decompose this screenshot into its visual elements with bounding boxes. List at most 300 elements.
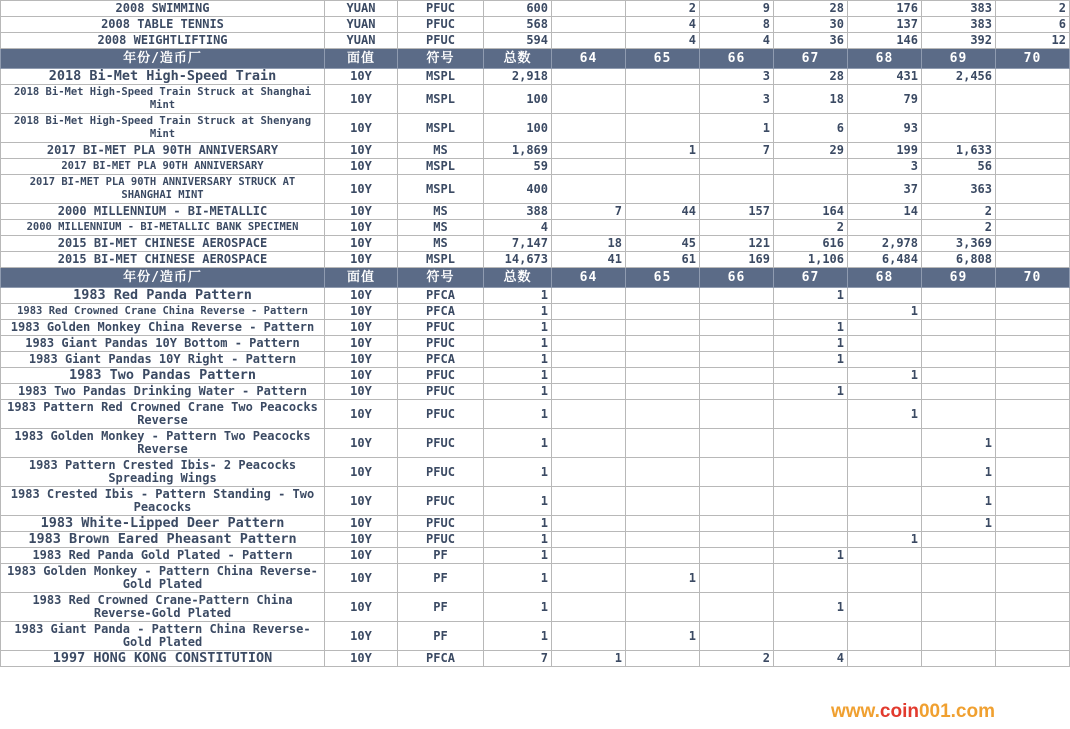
grade-count-cell [626,114,700,143]
grade-count-cell [700,487,774,516]
header-cell: 符号 [398,49,484,69]
header-cell: 66 [700,49,774,69]
grade-count-cell: 93 [848,114,922,143]
table-row [1,204,1070,220]
grade-count-cell: 61 [626,252,700,268]
grade-count-cell [848,622,922,651]
designation-cell: PFCA [398,651,484,667]
denomination-cell: 10Y [325,204,398,220]
grade-count-cell [552,429,626,458]
total-cell: 1 [484,564,552,593]
table-row [1,69,1070,85]
grade-count-cell [848,651,922,667]
grade-count-cell [996,204,1070,220]
total-cell: 1 [484,548,552,564]
grade-count-cell: 6 [996,17,1070,33]
grade-count-cell [848,384,922,400]
grade-count-cell [922,593,996,622]
grade-count-cell [774,516,848,532]
table-row [1,236,1070,252]
total-cell: 388 [484,204,552,220]
denomination-cell: 10Y [325,458,398,487]
grade-count-cell [700,368,774,384]
grade-count-cell [626,400,700,429]
total-cell: 1 [484,368,552,384]
grade-count-cell [700,548,774,564]
grade-count-cell: 2,456 [922,69,996,85]
grade-count-cell: 1 [848,400,922,429]
grade-count-cell: 18 [552,236,626,252]
grade-count-cell: 137 [848,17,922,33]
grade-count-cell: 1 [626,564,700,593]
grade-count-cell [700,458,774,487]
header-cell: 面值 [325,49,398,69]
coin-name-cell: 2008 WEIGHTLIFTING [1,33,325,49]
table-row [1,516,1070,532]
coin-name-cell: 1983 Red Crowned Crane China Reverse - Pattern [1,304,325,320]
grade-count-cell: 4 [774,651,848,667]
grade-count-cell: 1 [626,622,700,651]
grade-count-cell [700,516,774,532]
header-cell: 70 [996,268,1070,288]
grade-count-cell [700,400,774,429]
grade-count-cell [922,548,996,564]
grade-count-cell [626,159,700,175]
grade-count-cell [626,593,700,622]
grade-count-cell [996,593,1070,622]
header-cell: 64 [552,49,626,69]
designation-cell: MSPL [398,85,484,114]
grade-count-cell: 616 [774,236,848,252]
grade-count-cell: 6 [774,114,848,143]
coin-name-cell: 2018 Bi-Met High-Speed Train [1,69,325,85]
grade-count-cell [996,458,1070,487]
grade-count-cell [552,288,626,304]
header-cell: 65 [626,49,700,69]
grade-count-cell: 383 [922,17,996,33]
grade-count-cell [626,458,700,487]
grade-count-cell: 9 [700,1,774,17]
grade-count-cell: 45 [626,236,700,252]
designation-cell: MSPL [398,175,484,204]
grade-count-cell [552,487,626,516]
coin-name-cell: 2017 BI-MET PLA 90TH ANNIVERSARY [1,143,325,159]
grade-count-cell [996,352,1070,368]
table-body [1,1,1070,667]
grade-count-cell: 14 [848,204,922,220]
header-cell: 68 [848,49,922,69]
grade-count-cell [626,320,700,336]
grade-count-cell [700,593,774,622]
grade-count-cell [552,143,626,159]
designation-cell: MS [398,220,484,236]
grade-count-cell [996,548,1070,564]
grade-count-cell [700,384,774,400]
coin-name-cell: 1997 HONG KONG CONSTITUTION [1,651,325,667]
grade-count-cell [848,352,922,368]
denomination-cell: YUAN [325,17,398,33]
grade-count-cell: 1 [774,320,848,336]
designation-cell: PFUC [398,17,484,33]
denomination-cell: 10Y [325,252,398,268]
grade-count-cell: 37 [848,175,922,204]
coin-name-cell: 1983 Two Pandas Drinking Water - Pattern [1,384,325,400]
grade-count-cell: 1 [774,352,848,368]
grade-count-cell [552,320,626,336]
grade-count-cell [552,368,626,384]
designation-cell: PF [398,593,484,622]
grade-count-cell [922,336,996,352]
grade-count-cell: 1,106 [774,252,848,268]
total-cell: 1 [484,400,552,429]
grade-count-cell [996,564,1070,593]
grade-count-cell [848,336,922,352]
grade-count-cell [996,236,1070,252]
coin-name-cell: 1983 Two Pandas Pattern [1,368,325,384]
grade-count-cell [626,220,700,236]
total-cell: 100 [484,85,552,114]
coin-name-cell: 1983 Golden Monkey - Pattern Two Peacocks Reverse [1,429,325,458]
designation-cell: PF [398,622,484,651]
denomination-cell: 10Y [325,85,398,114]
table-row [1,487,1070,516]
grade-count-cell [700,336,774,352]
table-row [1,33,1070,49]
table-row [1,458,1070,487]
total-cell: 594 [484,33,552,49]
grade-count-cell: 7 [552,204,626,220]
grade-count-cell [552,336,626,352]
grade-count-cell [996,622,1070,651]
grade-count-cell: 157 [700,204,774,220]
header-cell: 67 [774,49,848,69]
grade-count-cell [848,548,922,564]
grade-count-cell: 7 [700,143,774,159]
grade-count-cell [700,352,774,368]
grade-count-cell [922,564,996,593]
grade-count-cell [848,516,922,532]
total-cell: 1 [484,336,552,352]
denomination-cell: 10Y [325,143,398,159]
coin-name-cell: 1983 Giant Panda - Pattern China Reverse-Gold Plated [1,622,325,651]
table-row [1,85,1070,114]
grade-count-cell [922,288,996,304]
grade-count-cell [626,548,700,564]
grade-count-cell [700,532,774,548]
table-row [1,336,1070,352]
denomination-cell: 10Y [325,487,398,516]
denomination-cell: 10Y [325,288,398,304]
denomination-cell: 10Y [325,236,398,252]
coin-name-cell: 2018 Bi-Met High-Speed Train Struck at Shenyang Mint [1,114,325,143]
header-cell: 总数 [484,268,552,288]
total-cell: 59 [484,159,552,175]
denomination-cell: 10Y [325,114,398,143]
designation-cell: MS [398,143,484,159]
grade-count-cell: 431 [848,69,922,85]
grade-count-cell [996,304,1070,320]
total-cell: 1 [484,458,552,487]
table-row [1,143,1070,159]
designation-cell: PFUC [398,429,484,458]
grade-count-cell [922,368,996,384]
grade-count-cell [996,69,1070,85]
grade-count-cell [552,114,626,143]
header-cell: 69 [922,268,996,288]
denomination-cell: 10Y [325,516,398,532]
grade-count-cell [626,368,700,384]
grade-count-cell [996,429,1070,458]
grade-count-cell [700,622,774,651]
coin-name-cell: 1983 Pattern Crested Ibis- 2 Peacocks Spreading Wings [1,458,325,487]
grade-count-cell [996,368,1070,384]
header-cell: 67 [774,268,848,288]
grade-count-cell [552,593,626,622]
table-row [1,288,1070,304]
denomination-cell: 10Y [325,429,398,458]
grade-count-cell [700,304,774,320]
grade-count-cell [996,220,1070,236]
grade-count-cell [996,252,1070,268]
denomination-cell: 10Y [325,69,398,85]
grade-count-cell [626,352,700,368]
grade-count-cell: 169 [700,252,774,268]
table-row [1,593,1070,622]
table-row [1,252,1070,268]
watermark [831,701,995,723]
designation-cell: PF [398,548,484,564]
grade-count-cell: 199 [848,143,922,159]
grade-count-cell: 56 [922,159,996,175]
grade-count-cell: 176 [848,1,922,17]
grade-count-cell: 1 [774,548,848,564]
table-row [1,304,1070,320]
denomination-cell: 10Y [325,336,398,352]
grade-count-cell [774,458,848,487]
grade-count-cell [774,487,848,516]
grade-count-cell [848,487,922,516]
watermark-highlight: coin [879,701,919,722]
grade-count-cell [774,304,848,320]
grade-count-cell [552,220,626,236]
grade-count-cell [922,352,996,368]
designation-cell: PFUC [398,384,484,400]
grade-count-cell [848,458,922,487]
total-cell: 1 [484,593,552,622]
designation-cell: PFUC [398,368,484,384]
grade-count-cell [552,17,626,33]
grade-count-cell: 18 [774,85,848,114]
total-cell: 1 [484,288,552,304]
grade-count-cell [996,320,1070,336]
grade-count-cell [626,487,700,516]
grade-count-cell [626,384,700,400]
total-cell: 600 [484,1,552,17]
watermark-suffix: 001.com [918,701,995,722]
grade-count-cell [552,304,626,320]
designation-cell: PFUC [398,487,484,516]
header-cell: 符号 [398,268,484,288]
coin-name-cell: 1983 Giant Pandas 10Y Right - Pattern [1,352,325,368]
grade-count-cell: 30 [774,17,848,33]
designation-cell: MS [398,204,484,220]
grade-count-cell [552,33,626,49]
grade-count-cell [922,304,996,320]
grade-count-cell: 1 [626,143,700,159]
denomination-cell: 10Y [325,622,398,651]
grade-count-cell: 1 [774,384,848,400]
grade-count-cell [774,532,848,548]
total-cell: 1 [484,532,552,548]
grade-count-cell: 2 [700,651,774,667]
grade-count-cell [996,384,1070,400]
grade-count-cell [552,458,626,487]
header-cell: 68 [848,268,922,288]
grade-count-cell: 6,484 [848,252,922,268]
grade-count-cell: 2 [922,204,996,220]
coin-name-cell: 2000 MILLENNIUM - BI-METALLIC BANK SPECIMEN [1,220,325,236]
grade-count-cell [774,159,848,175]
denomination-cell: 10Y [325,159,398,175]
grade-count-cell: 1 [922,487,996,516]
grade-count-cell [996,85,1070,114]
coin-name-cell: 2015 BI-MET CHINESE AEROSPACE [1,236,325,252]
grade-count-cell: 2 [626,1,700,17]
grade-count-cell [848,320,922,336]
grade-count-cell [996,288,1070,304]
denomination-cell: 10Y [325,175,398,204]
grade-count-cell: 8 [700,17,774,33]
header-cell: 69 [922,49,996,69]
table-header-row [1,268,1070,288]
grade-count-cell [626,69,700,85]
table-row [1,564,1070,593]
designation-cell: PFUC [398,400,484,429]
denomination-cell: 10Y [325,304,398,320]
grade-count-cell: 1,633 [922,143,996,159]
grade-count-cell [996,175,1070,204]
designation-cell: MS [398,236,484,252]
grade-count-cell [774,622,848,651]
coin-name-cell: 1983 Giant Pandas 10Y Bottom - Pattern [1,336,325,352]
grade-count-cell [700,220,774,236]
grade-count-cell: 383 [922,1,996,17]
grade-count-cell: 3 [700,85,774,114]
total-cell: 1 [484,516,552,532]
coin-name-cell: 2017 BI-MET PLA 90TH ANNIVERSARY [1,159,325,175]
grade-count-cell: 3 [700,69,774,85]
coin-name-cell: 1983 Golden Monkey - Pattern China Reverse-Gold Plated [1,564,325,593]
header-cell: 65 [626,268,700,288]
grade-count-cell: 41 [552,252,626,268]
grade-count-cell [626,304,700,320]
grade-count-cell: 2 [996,1,1070,17]
grade-count-cell [848,288,922,304]
coin-name-cell: 2015 BI-MET CHINESE AEROSPACE [1,252,325,268]
denomination-cell: 10Y [325,532,398,548]
table-header-row [1,49,1070,69]
denomination-cell: YUAN [325,33,398,49]
grade-count-cell [996,159,1070,175]
denomination-cell: 10Y [325,320,398,336]
grade-count-cell: 1 [552,651,626,667]
denomination-cell: 10Y [325,352,398,368]
grade-count-cell [552,175,626,204]
table-row [1,400,1070,429]
grade-count-cell [552,85,626,114]
coin-name-cell: 1983 Golden Monkey China Reverse - Pattern [1,320,325,336]
total-cell: 1 [484,320,552,336]
grade-count-cell [700,159,774,175]
total-cell: 1 [484,352,552,368]
coin-name-cell: 2017 BI-MET PLA 90TH ANNIVERSARY STRUCK AT SHANGHAI MINT [1,175,325,204]
coin-name-cell: 1983 Pattern Red Crowned Crane Two Peacocks Reverse [1,400,325,429]
coin-name-cell: 1983 Red Panda Pattern [1,288,325,304]
designation-cell: PFUC [398,1,484,17]
grade-count-cell [774,400,848,429]
header-cell: 总数 [484,49,552,69]
header-cell: 66 [700,268,774,288]
grade-count-cell [626,516,700,532]
grade-count-cell [700,564,774,593]
grade-count-cell: 164 [774,204,848,220]
total-cell: 2,918 [484,69,552,85]
denomination-cell: 10Y [325,564,398,593]
designation-cell: PFCA [398,288,484,304]
table-row [1,175,1070,204]
grade-count-cell: 392 [922,33,996,49]
total-cell: 1 [484,622,552,651]
grade-count-cell: 4 [700,33,774,49]
header-cell: 70 [996,49,1070,69]
grade-count-cell: 44 [626,204,700,220]
coin-name-cell: 1983 Brown Eared Pheasant Pattern [1,532,325,548]
grade-count-cell: 36 [774,33,848,49]
grade-count-cell [774,429,848,458]
grade-count-cell [552,516,626,532]
grade-count-cell [700,429,774,458]
total-cell: 568 [484,17,552,33]
grade-count-cell [922,320,996,336]
table-row [1,548,1070,564]
table-row [1,532,1070,548]
grade-count-cell: 2,978 [848,236,922,252]
grade-count-cell [774,564,848,593]
table-row [1,1,1070,17]
table-row [1,17,1070,33]
grade-count-cell [552,532,626,548]
grade-count-cell [552,384,626,400]
coin-name-cell: 1983 White-Lipped Deer Pattern [1,516,325,532]
table-row [1,651,1070,667]
grade-count-cell [996,532,1070,548]
grade-count-cell [996,143,1070,159]
grade-count-cell [922,114,996,143]
coin-name-cell: 2000 MILLENNIUM - BI-METALLIC [1,204,325,220]
grade-count-cell [996,336,1070,352]
grade-count-cell [848,593,922,622]
grade-count-cell [552,564,626,593]
grade-count-cell [700,320,774,336]
designation-cell: MSPL [398,252,484,268]
grade-count-cell [996,487,1070,516]
grade-count-cell: 146 [848,33,922,49]
designation-cell: PFUC [398,516,484,532]
grade-count-cell [552,622,626,651]
denomination-cell: 10Y [325,220,398,236]
grade-count-cell [552,400,626,429]
watermark-prefix: www. [830,701,880,722]
